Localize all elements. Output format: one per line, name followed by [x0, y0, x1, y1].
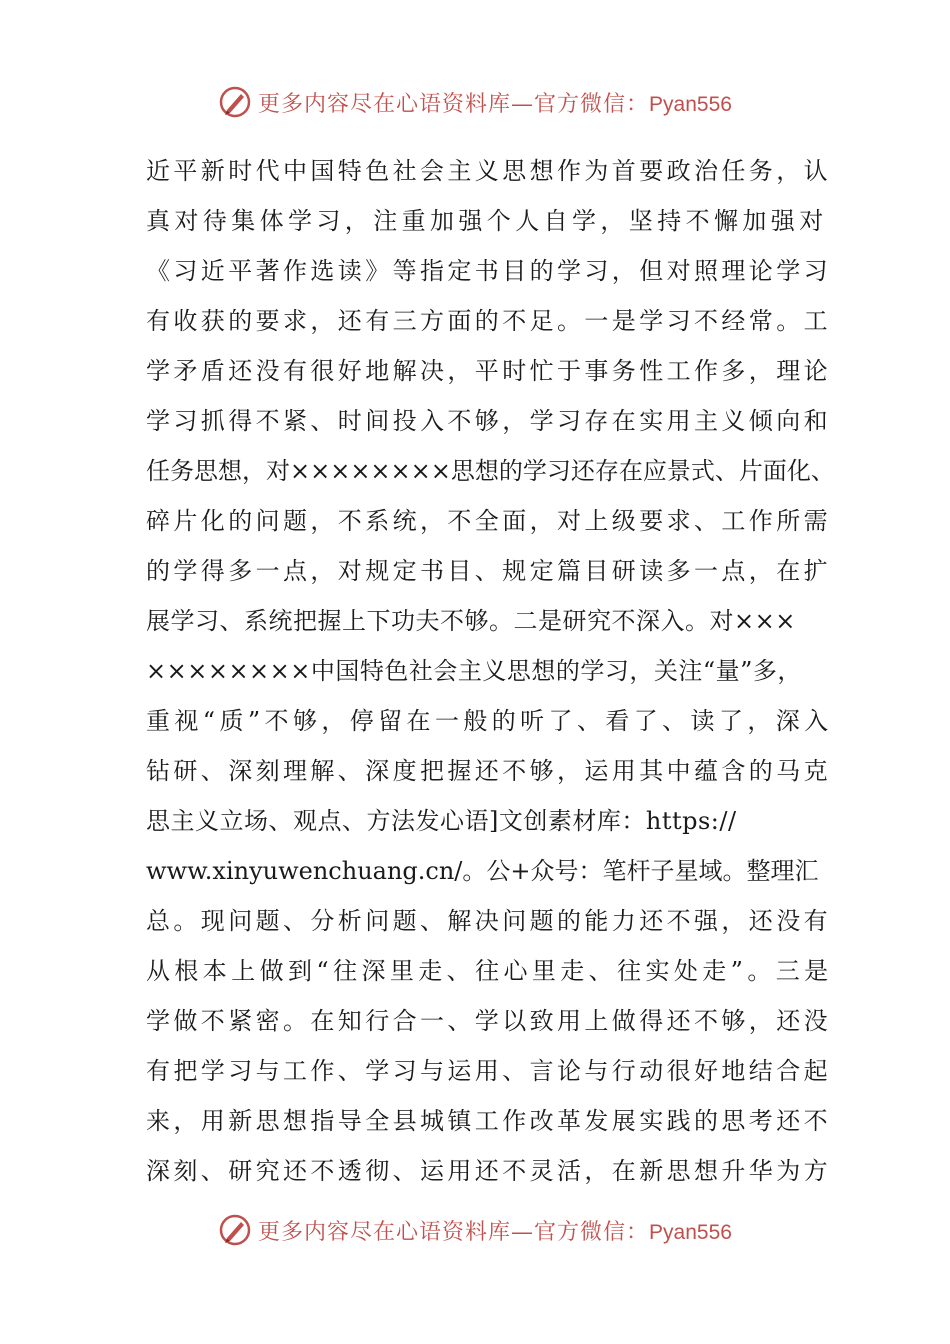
body-line: 学习抓得不紧、时间投入不够，学习存在实用主义倾向和	[146, 407, 831, 435]
body-line: 钻研、深刻理解、深度把握还不够，运用其中蕴含的马克	[146, 757, 831, 785]
pen-logo-icon	[218, 85, 252, 119]
footer-banner-text: 更多内容尽在心语资料库—官方微信：Pyan556	[258, 1219, 732, 1245]
body-line: 展学习、系统把握上下功夫不够。二是研究不深入。对×××	[146, 607, 796, 635]
body-line: 碎片化的问题，不系统，不全面，对上级要求、工作所需	[146, 507, 831, 535]
document-body	[146, 146, 835, 1196]
body-line: ××××××××中国特色社会主义思想的学习，关注“量”多，	[146, 657, 802, 685]
body-line: 总。现问题、分析问题、解决问题的能力还不强，还没有	[146, 907, 831, 935]
body-line: 《习近平著作选读》等指定书目的学习，但对照理论学习	[146, 257, 831, 285]
body-line: 思主义立场、观点、方法发心语]文创素材库：https://	[146, 807, 737, 835]
footer-wechat-id: Pyan556	[649, 1220, 732, 1244]
header-banner	[0, 82, 950, 122]
footer-banner	[0, 1210, 950, 1250]
header-banner-text: 更多内容尽在心语资料库—官方微信：Pyan556	[258, 91, 732, 117]
header-wechat-id: Pyan556	[649, 92, 732, 116]
body-line: 的学得多一点，对规定书目、规定篇目研读多一点，在扩	[146, 557, 831, 585]
pen-logo-icon	[218, 1213, 252, 1247]
body-line: 学做不紧密。在知行合一、学以致用上做得还不够，还没	[146, 1007, 831, 1035]
body-line: 深刻、研究还不透彻、运用还不灵活，在新思想升华为方	[146, 1157, 831, 1185]
body-line: 从根本上做到“往深里走、往心里走、往实处走”。三是	[146, 957, 833, 985]
body-line: 任务思想，对××××××××思想的学习还存在应景式、片面化、	[146, 457, 835, 485]
body-line: 有收获的要求，还有三方面的不足。一是学习不经常。工	[146, 307, 831, 335]
body-line: 真对待集体学习，注重加强个人自学，坚持不懈加强对	[146, 207, 828, 235]
body-line: 来，用新思想指导全县城镇工作改革发展实践的思考还不	[146, 1107, 831, 1135]
body-line: 有把学习与工作、学习与运用、言论与行动很好地结合起	[146, 1057, 831, 1085]
body-line: www.xinyuwenchuang.cn/。公+众号：笔杆子星域。整理汇	[146, 857, 819, 885]
body-line: 重视“质”不够，停留在一般的听了、看了、读了，深入	[146, 707, 833, 735]
body-line: 近平新时代中国特色社会主义思想作为首要政治任务，认	[146, 157, 831, 185]
body-line: 学矛盾还没有很好地解决，平时忙于事务性工作多，理论	[146, 357, 831, 385]
